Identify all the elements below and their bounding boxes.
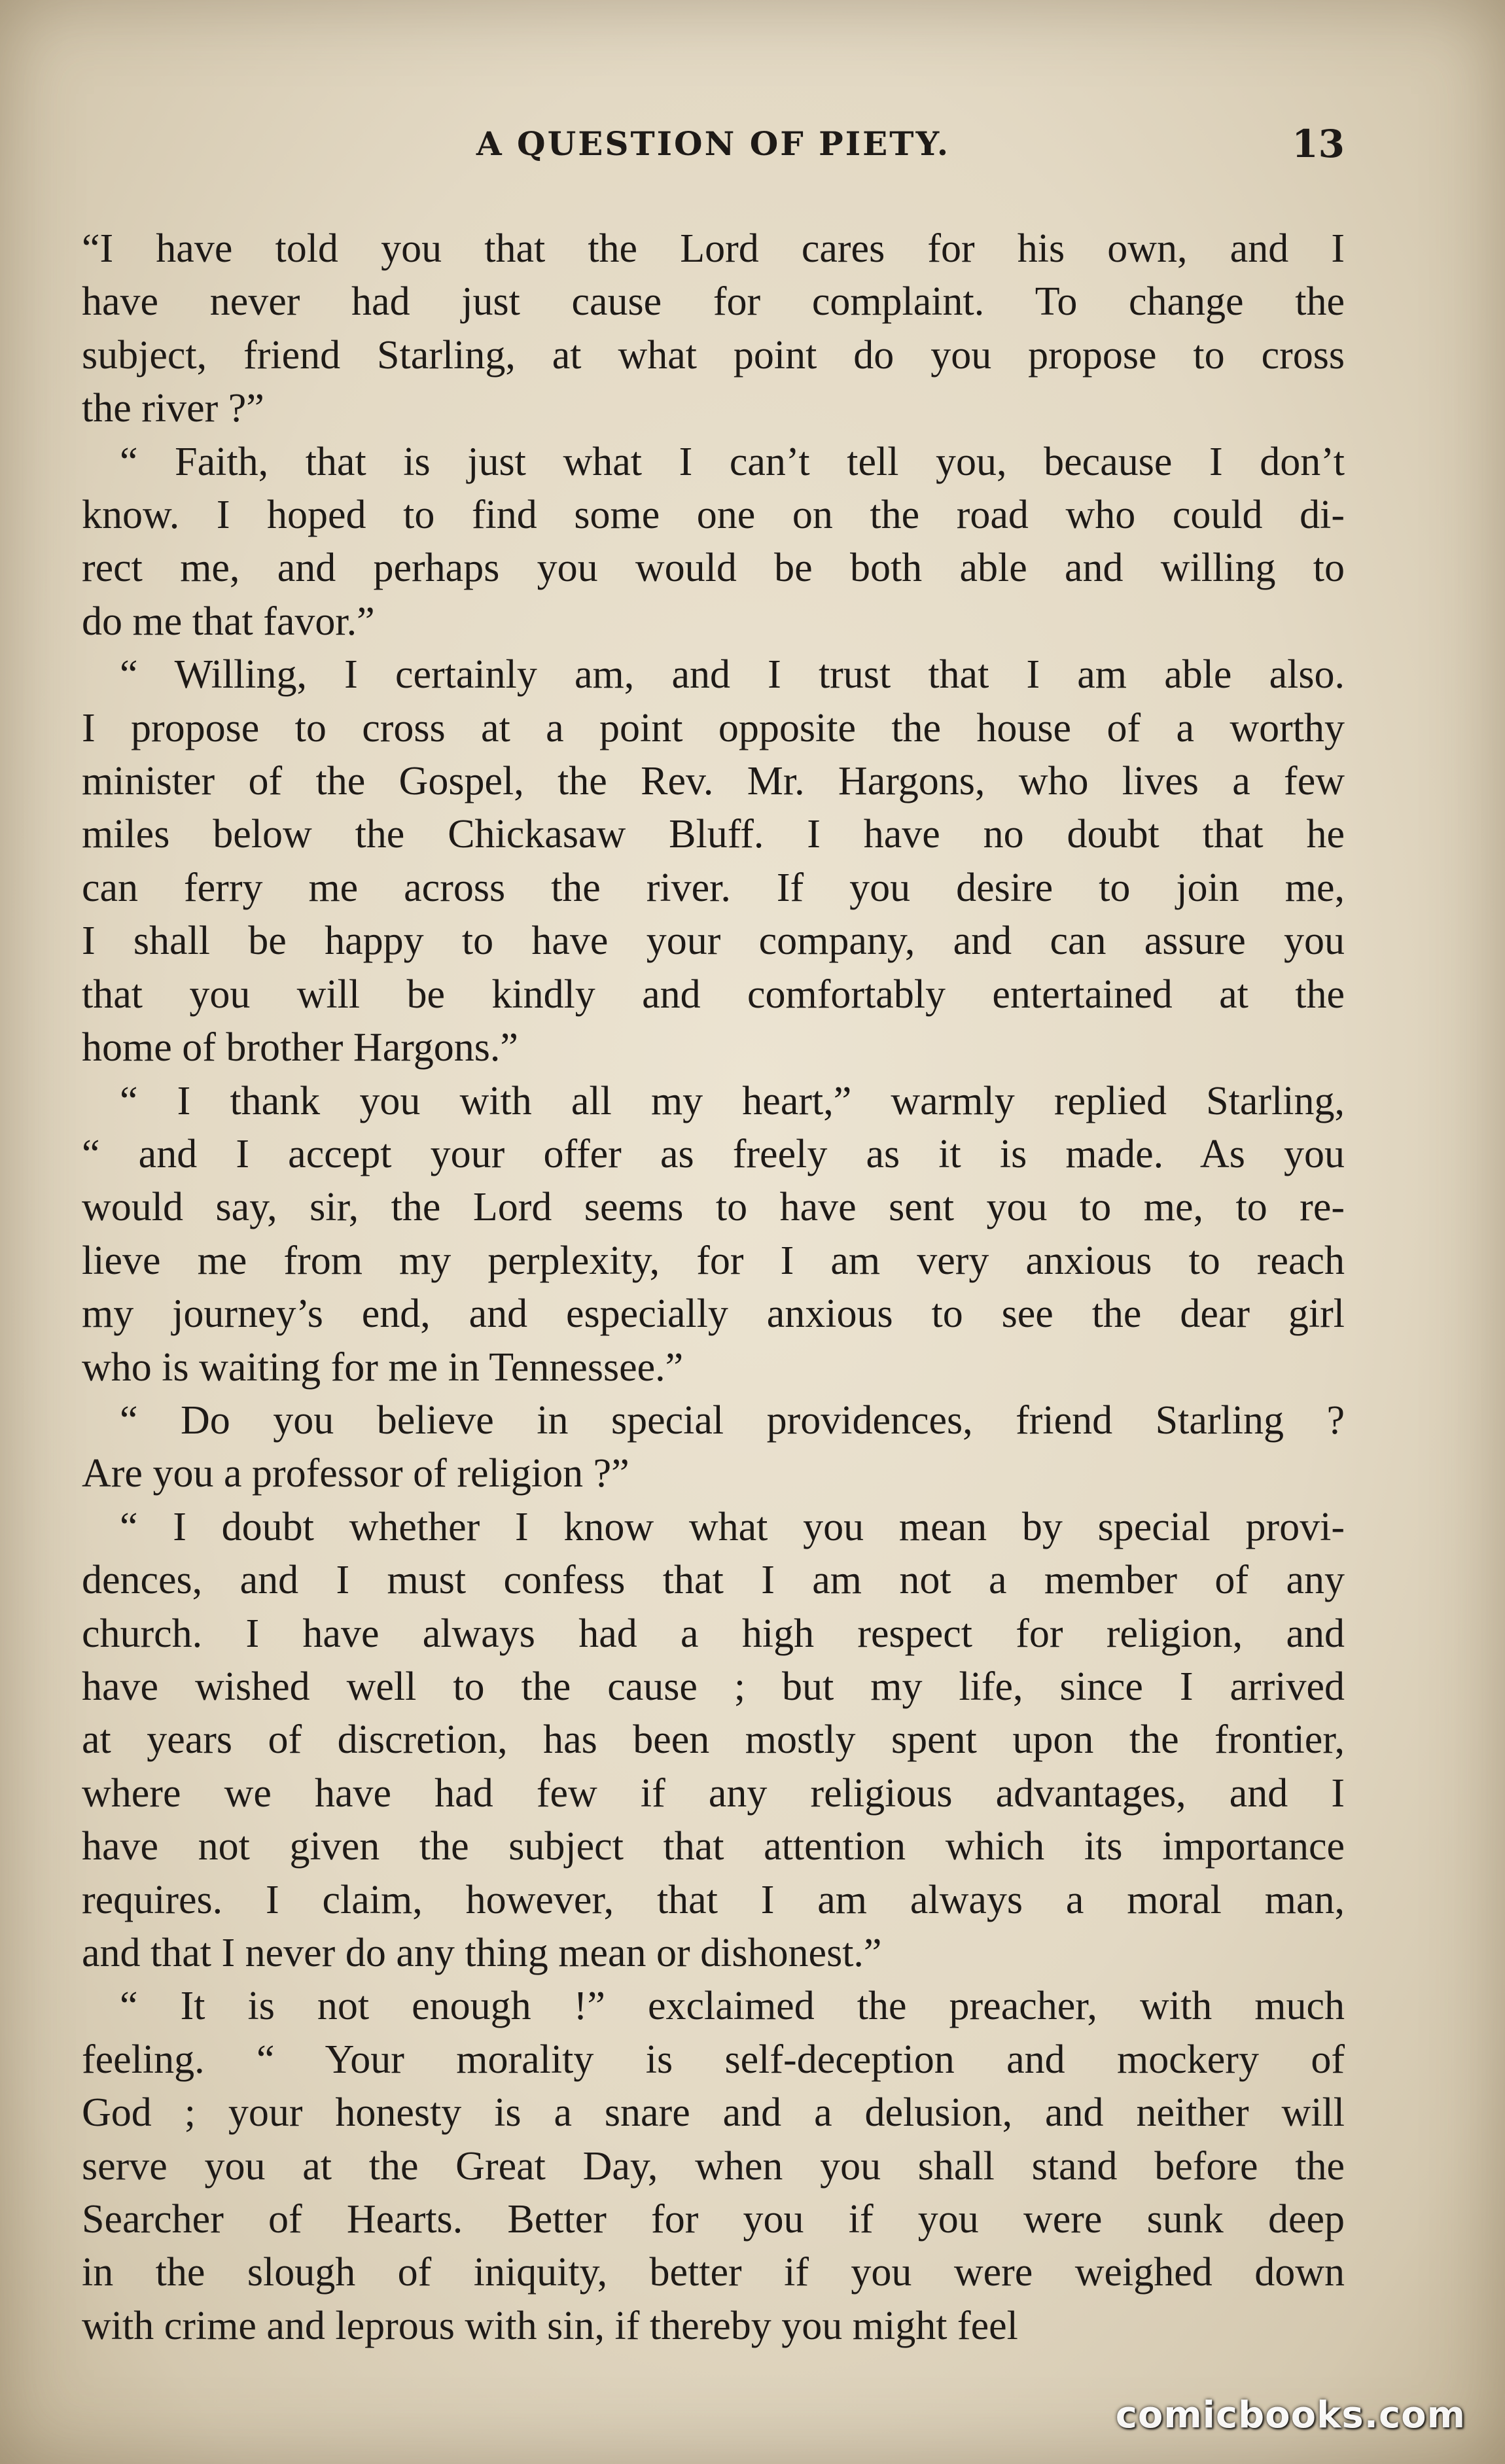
text-line: in the slough of iniquity, better if you were weighed down xyxy=(82,2250,1345,2295)
paragraph xyxy=(82,648,1345,1074)
text-line: “I have told you that the Lord cares for his own, and I xyxy=(82,226,1345,271)
text-line: with crime and leprous with sin, if thereby you might feel xyxy=(82,2303,1018,2348)
text-line: “ Faith, that is just what I can’t tell you, because I don’t xyxy=(120,439,1345,484)
text-line: rect me, and perhaps you would be both able and willing to xyxy=(82,546,1345,591)
text-line: have wished well to the cause ; but my life, since I arrived xyxy=(82,1664,1345,1709)
text-line: serve you at the Great Day, when you shall stand before the xyxy=(82,2143,1345,2189)
text-line: miles below the Chickasaw Bluff. I have no doubt that he xyxy=(82,812,1345,857)
text-line: “ Do you believe in special providences, friend Starling ? xyxy=(120,1398,1345,1443)
text-line: God ; your honesty is a snare and a delusion, and neither will xyxy=(82,2090,1345,2136)
text-line: dences, and I must confess that I am not a member of any xyxy=(82,1558,1345,1603)
paragraph xyxy=(82,222,1345,436)
paragraph xyxy=(82,1394,1345,1501)
text-line: feeling. “ Your morality is self-deception and mockery of xyxy=(82,2037,1345,2082)
text-line: I propose to cross at a point opposite the house of a worthy xyxy=(82,705,1345,750)
text-line: know. I hoped to find some one on the road who could di- xyxy=(82,493,1345,538)
page-header xyxy=(82,118,1345,170)
text-line: minister of the Gospel, the Rev. Mr. Hargons, who lives a few xyxy=(82,759,1345,804)
text-line: “ and I accept your offer as freely as it is made. As you xyxy=(82,1131,1345,1176)
text-line: Searcher of Hearts. Better for you if you were sunk deep xyxy=(82,2197,1345,2242)
text-line: who is waiting for me in Tennessee.” xyxy=(82,1345,684,1390)
text-line: requires. I claim, however, that I am always a moral man, xyxy=(82,1877,1345,1922)
text-line: subject, friend Starling, at what point do you propose to cross xyxy=(82,332,1345,378)
watermark: comicbooks.com xyxy=(1115,2394,1466,2437)
text-line: and that I never do any thing mean or dishonest.” xyxy=(82,1931,882,1975)
paragraph xyxy=(82,1980,1345,2353)
text-line: at years of discretion, has been mostly spent upon the frontier, xyxy=(82,1717,1345,1763)
text-line: my journey’s end, and especially anxious to see the dear girl xyxy=(82,1292,1345,1337)
paragraph xyxy=(82,436,1345,649)
text-line: Are you a professor of religion ?” xyxy=(82,1451,629,1496)
text-line: the river ?” xyxy=(82,386,264,431)
text-line: do me that favor.” xyxy=(82,599,375,644)
paragraph xyxy=(82,1501,1345,1980)
paragraph xyxy=(82,1075,1345,1394)
text-line: “ I doubt whether I know what you mean by special provi- xyxy=(120,1504,1345,1549)
text-line: can ferry me across the river. If you desire to join me, xyxy=(82,865,1345,910)
text-line: I shall be happy to have your company, and can assure you xyxy=(82,919,1345,964)
text-line: “ It is not enough !” exclaimed the preacher, with much xyxy=(120,1984,1345,2029)
body-text xyxy=(82,222,1345,2353)
text-line: “ I thank you with all my heart,” warmly replied Starling, xyxy=(120,1078,1345,1123)
page-number: 13 xyxy=(1292,122,1345,166)
text-line: have never had just cause for complaint. To change the xyxy=(82,279,1345,325)
text-line: would say, sir, the Lord seems to have sent you to me, to re- xyxy=(82,1185,1345,1230)
text-line: that you will be kindly and comfortably entertained at the xyxy=(82,972,1345,1017)
text-line: lieve me from my perplexity, for I am very anxious to reach xyxy=(82,1238,1345,1283)
text-line: where we have had few if any religious advantages, and I xyxy=(82,1770,1345,1816)
text-line: have not given the subject that attention which its importance xyxy=(82,1824,1345,1869)
text-line: “ Willing, I certainly am, and I trust that I am able also. xyxy=(120,652,1345,697)
running-head: A QUESTION OF PIETY. xyxy=(476,124,951,163)
text-line: church. I have always had a high respect for religion, and xyxy=(82,1611,1345,1656)
text-line: home of brother Hargons.” xyxy=(82,1025,518,1070)
